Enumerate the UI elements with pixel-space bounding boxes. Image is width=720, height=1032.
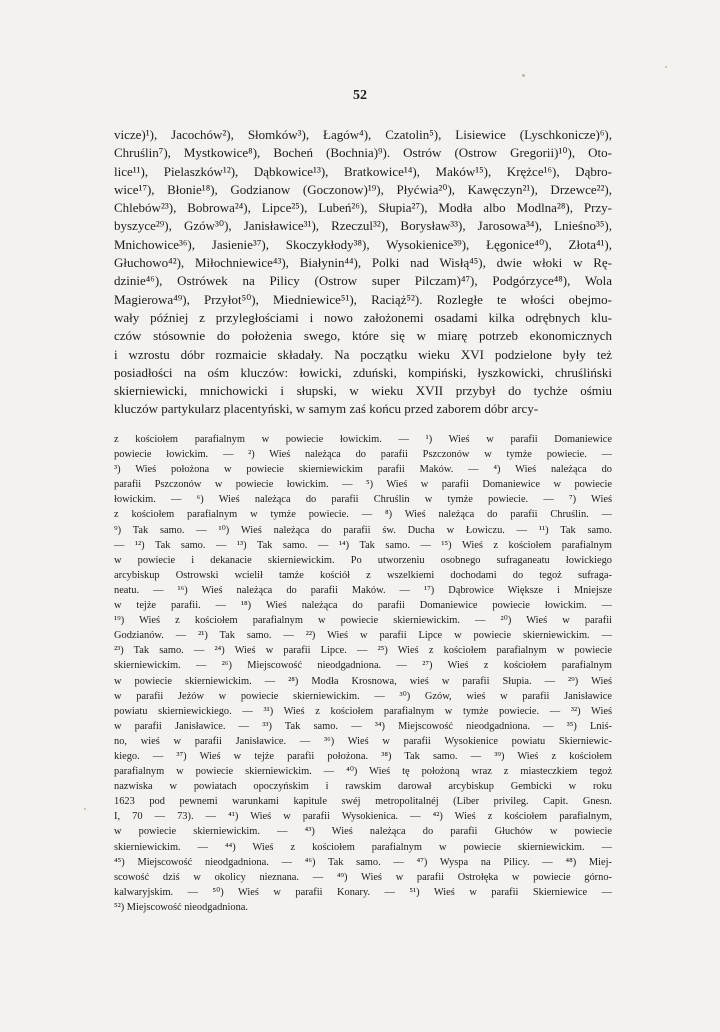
footnote-line: w parafii Jeżów w powiecie skierniewickim. — ³⁰) Gzów, wieś w parafii Janisławice	[114, 690, 612, 702]
footnote-line: kalwaryjskim. — ⁵⁰) Wieś w parafii Konary. — ⁵¹) Wieś w parafii Skierniewice —	[114, 886, 612, 898]
text-line: i wzrostu dóbr rozmaicie składały. Na początku wieku XVI podzielone były też	[114, 346, 612, 362]
text-line: posiadłości na ośm kluczów: łowicki, zduński, kompiński, łyszkowicki, chruśliński	[114, 364, 612, 380]
footnote-line: no, wieś w parafii Janisławice. — ³⁶) Wieś w parafii Wysokienice powiatu Skierniewic-	[114, 735, 612, 747]
footnotes-block	[114, 432, 612, 915]
text-line: Magierowa⁴⁹), Przyłot⁵⁰), Miedniewice⁵¹), Raciąż⁵²). Rozległe te włości obejmo-	[114, 291, 612, 307]
footnote-line: ³) Wieś położona w powiecie skierniewickim parafii Maków. — ⁴) Wieś należąca do	[114, 464, 612, 476]
footnote-line: w powiecie skierniewickim. — ²⁸) Modła Krosnowa, wieś w parafii Słupia. — ²⁹) Wieś	[114, 675, 612, 687]
text-line: Mnichowice³⁶), Jasienie³⁷), Skoczykłody³⁸), Wysokienice³⁹), Łęgonice⁴⁰), Złota⁴¹),	[114, 236, 612, 252]
footnote-line: z kościołem parafialnym w powiecie łowickim. — ¹) Wieś w parafii Domaniewice	[114, 434, 612, 445]
footnote-line: neatu. — ¹⁶) Wieś należąca do parafii Maków. — ¹⁷) Dąbrowice Większe i Mniejsze	[114, 584, 612, 596]
paper-speck	[665, 66, 667, 68]
text-line: wice¹⁷), Błonie¹⁸), Godzianow (Goczonow)¹⁹), Płyćwia²⁰), Kawęczyn²¹), Drzewce²²),	[114, 181, 612, 197]
text-line: Chlebów²³), Bobrowa²⁴), Lipce²⁵), Lubeń²⁶), Słupia²⁷), Modła albo Modlna²⁸), Przy-	[114, 200, 612, 216]
footnote-line: parafialnym w powiecie skierniewickim. — ⁴⁰) Wieś tę położoną wraz z miasteczkiem tegoż	[114, 766, 612, 778]
paper-speck	[84, 808, 86, 810]
footnote-line: powiecie łowickim. — ²) Wieś należąca do parafii Pszczonów w tymże powiecie. —	[114, 449, 612, 461]
main-text-block	[114, 126, 612, 419]
footnote-line: łowickim. — ⁶) Wieś należąca do parafii Chruślin w tymże powiecie. — ⁷) Wieś	[114, 494, 612, 506]
footnote-line: nazwiska w powiatach opoczyńskim i rawskim darował arcybiskup Gembicki w roku	[114, 781, 612, 793]
text-line: lice¹¹), Pielaszków¹²), Dąbkowice¹³), Bratkowice¹⁴), Maków¹⁵), Krężce¹⁶), Dąbro-	[114, 163, 612, 179]
text-line: Głuchowo⁴²), Miłochniewice⁴³), Białynin⁴⁴), Polki nad Wisłą⁴⁵), dwie włoki w Rę-	[114, 255, 612, 271]
footnote-line: kiego. — ³⁷) Wieś w tejże parafii położona. ³⁸) Tak samo. — ³⁹) Wieś z kościołem	[114, 750, 612, 762]
footnote-line: ⁵²) Miejscowość nieodgadniona.	[114, 901, 248, 913]
text-line: czów stósownie do położenia swego, które się w miarę potrzeb ekonomicznych	[114, 328, 612, 344]
footnote-line: w parafii Janisławice. — ³³) Tak samo. — ³⁴) Miejscowość nieodgadniona. — ³⁵) Lniś-	[114, 720, 612, 732]
text-line: byszyce²⁹), Gzów³⁰), Janisławice³¹), Rzeczul³²), Borysław³³), Jarosowa³⁴), Lnieśno³⁵),	[114, 218, 612, 234]
footnote-line: ¹⁹) Wieś z kościołem parafialnym w powiecie skierniewickim. — ²⁰) Wieś w parafii	[114, 615, 612, 627]
paper-speck	[522, 74, 525, 77]
text-line: vicze)¹), Jacochów²), Słomków³), Łagów⁴), Czatolin⁵), Lisiewice (Lyschkonicze)⁶),	[114, 127, 612, 142]
footnote-line: arcybiskup Ostrowski wcielił tamże kościół z wszelkiemi dochodami do tegoż sufraga-	[114, 569, 612, 581]
footnote-line: — ¹²) Tak samo. — ¹³) Tak samo. — ¹⁴) Tak samo. — ¹⁵) Wieś z kościołem parafialnym	[114, 539, 612, 551]
footnote-line: powiatu skierniewickiego. — ³¹) Wieś z kościołem parafialnym w tymże powiecie. — ³²) Wieś	[114, 705, 612, 717]
text-line: Chruślin⁷), Mystkowice⁸), Bocheń (Bochnia)⁹). Ostrów (Ostrow Gregorii)¹⁰), Oto-	[114, 145, 612, 161]
footnote-line: ²³) Tak samo. — ²⁴) Wieś w parafii Lipce. — ²⁵) Wieś z kościołem parafialnym w powiecie	[114, 645, 612, 657]
footnote-line: ⁴⁵) Miejscowość nieodgadniona. — ⁴⁶) Tak samo. — ⁴⁷) Wyspa na Pilicy. — ⁴⁸) Miej-	[114, 856, 612, 868]
footnote-line: ⁹) Tak samo. — ¹⁰) Wieś należąca do parafii św. Ducha w Łowiczu. — ¹¹) Tak samo.	[114, 524, 612, 536]
text-line: dzinie⁴⁶), Ostrówek na Pilicy (Ostrow super Pilczam)⁴⁷), Podgórzyce⁴⁸), Wola	[114, 273, 612, 289]
footnote-line: I, 70 — 73). — ⁴¹) Wieś w parafii Wysokienica. — ⁴²) Wieś z kościołem parafialnym,	[114, 811, 612, 823]
footnote-line: w tejże parafii. — ¹⁸) Wieś należąca do parafii Domaniewice powiecie łowickim. —	[114, 600, 612, 612]
footnote-line: w powiecie skierniewickim. — ⁴³) Wieś należąca do parafii Głuchów w powiecie	[114, 826, 612, 838]
footnote-line: parafii Pszczonów w powiecie łowickim. — ⁵) Wieś w parafii Domaniewice w powiecie	[114, 479, 612, 491]
text-line: wały później z przyległościami i nowo założonemi osadami kilka odrębnych klu-	[114, 309, 612, 325]
text-line: kluczów partykularz placentyński, w samym zaś końcu przed zaborem dóbr arcy-	[114, 401, 539, 417]
footnote-line: skierniewickim. — ²⁶) Miejscowość nieodgadniona. — ²⁷) Wieś z kościołem parafialnym	[114, 660, 612, 672]
text-line: skierniewicki, mnichowicki i słupski, w wieku XVII przybył do tychże ośmiu	[114, 383, 612, 399]
footnote-line: 1623 pod pewnemi warunkami kapitule swéj metropolitalnéj (Liber privileg. Capit. Gnesn.	[114, 796, 612, 808]
footnote-line: z kościołem parafialnym w tymże powiecie. — ⁸) Wieś należąca do parafii Chruślin. —	[114, 509, 612, 521]
page-number: 52	[353, 88, 367, 103]
footnote-line: w powiecie i dekanacie skierniewickim. Po utworzeniu osobnego sufraganeatu łowickiego	[114, 554, 612, 566]
footnote-line: skierniewickim. — ⁴⁴) Wieś z kościołem parafialnym w powiecie skierniewickim. —	[114, 841, 612, 853]
footnote-line: scowość dziś w okolicy nieznana. — ⁴⁹) Wieś w parafii Ostrołęka w powiecie górno-	[114, 871, 612, 883]
footnote-line: Godzianów. — ²¹) Tak samo. — ²²) Wieś w parafii Lipce w powiecie skierniewickim. —	[114, 630, 612, 642]
